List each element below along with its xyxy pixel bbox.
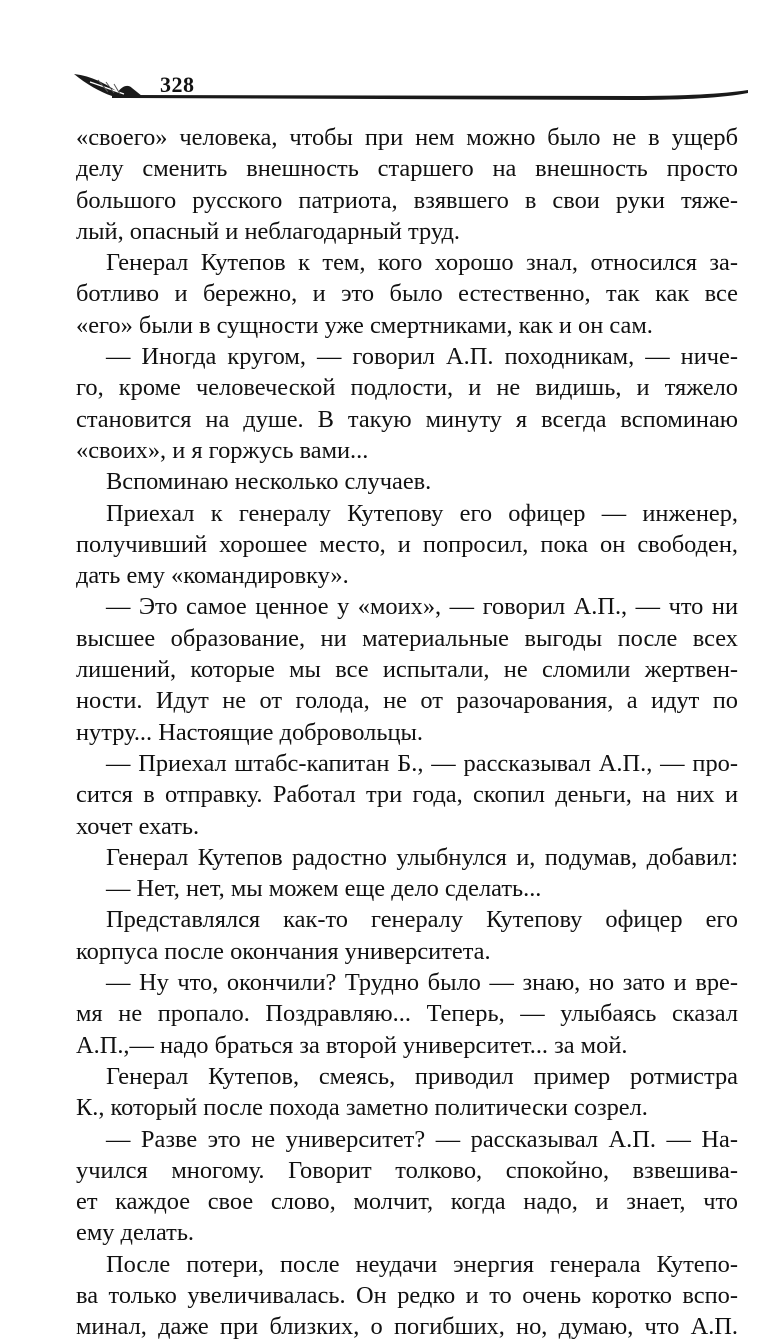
text-line: го, кроме человеческой подлости, и не видишь, и тяжело	[76, 374, 738, 402]
text-line: учился многому. Говорит толково, спокойно, взвешива-	[76, 1156, 738, 1184]
text-line: А.П.,— надо браться за второй университет... за мой.	[76, 1031, 628, 1059]
text-line: корпуса после окончания университета.	[76, 937, 491, 965]
text-line: становится на душе. В такую минуту я всегда вспоминаю	[76, 405, 738, 433]
text-line: лишений, которые мы все испытали, не сломили жертвен-	[76, 656, 738, 684]
text-line: Генерал Кутепов, смеясь, приводил пример ротмистра	[106, 1062, 738, 1090]
text-line: «своего» человека, чтобы при нем можно было не в ущерб	[76, 124, 738, 151]
text-line: большого русского патриота, взявшего в свои руки тяже-	[76, 186, 738, 214]
text-line: Приехал к генералу Кутепову его офицер — инженер,	[106, 499, 738, 527]
text-line: — Ну что, окончили? Трудно было — знаю, но зато и вре-	[106, 969, 738, 997]
page-number: 328	[160, 72, 195, 97]
text-line: Вспоминаю несколько случаев.	[106, 468, 432, 496]
text-line: хочет ехать.	[76, 812, 200, 840]
text-line: Генерал Кутепов радостно улыбнулся и, подумав, добавил:	[106, 843, 738, 871]
text-line: ботливо и бережно, и это было естественно, так как все	[76, 280, 738, 308]
text-line: высшее образование, ни материальные выгоды после всех	[76, 624, 738, 652]
text-line: ет каждое свое слово, молчит, когда надо, и знает, что	[76, 1188, 738, 1216]
text-line: дать ему «командировку».	[76, 562, 349, 590]
text-line: лый, опасный и неблагодарный труд.	[76, 217, 461, 245]
text-line: «своих», и я горжусь вами...	[76, 436, 369, 464]
text-line: — Разве это не университет? — рассказывал А.П. — На-	[106, 1125, 738, 1153]
text-line: — Нет, нет, мы можем еще дело сделать...	[106, 875, 542, 903]
text-line: — Это самое ценное у «моих», — говорил А.П., — что ни	[106, 593, 738, 621]
body-text	[76, 122, 738, 1343]
text-line: сится в отправку. Работал три года, скопил деньги, на них и	[76, 781, 738, 809]
text-line: ва только увеличивалась. Он редко и то очень коротко вспо-	[76, 1281, 738, 1309]
text-line: «его» были в сущности уже смертниками, как и он сам.	[76, 311, 653, 339]
text-line: минал, даже при близких, о погибших, но, думаю, что А.П.	[76, 1313, 738, 1341]
text-line: ему делать.	[76, 1219, 195, 1247]
page-header	[72, 62, 748, 112]
text-line: получивший хорошее место, и попросил, пока он свободен,	[76, 530, 738, 558]
text-line: ности. Идут не от голода, не от разочарования, а идут по	[76, 687, 738, 715]
text-line: Представлялся как-то генералу Кутепову офицер его	[106, 906, 738, 934]
text-line: После потери, после неудачи энергия генерала Кутепо-	[106, 1250, 738, 1278]
text-line: нутру... Настоящие добровольцы.	[76, 718, 423, 746]
text-line: Генерал Кутепов к тем, кого хорошо знал, относился за-	[106, 249, 738, 277]
text-line: К., который после похода заметно политически созрел.	[76, 1094, 648, 1122]
text-line: мя не пропало. Поздравляю... Теперь, — улыбаясь сказал	[76, 1000, 738, 1028]
text-line: — Приехал штабс-капитан Б., — рассказывал А.П., — про-	[106, 749, 738, 777]
text-line: — Иногда кругом, — говорил А.П. походникам, — ниче-	[106, 343, 738, 371]
text-line: делу сменить внешность старшего на внешность просто	[76, 155, 738, 183]
